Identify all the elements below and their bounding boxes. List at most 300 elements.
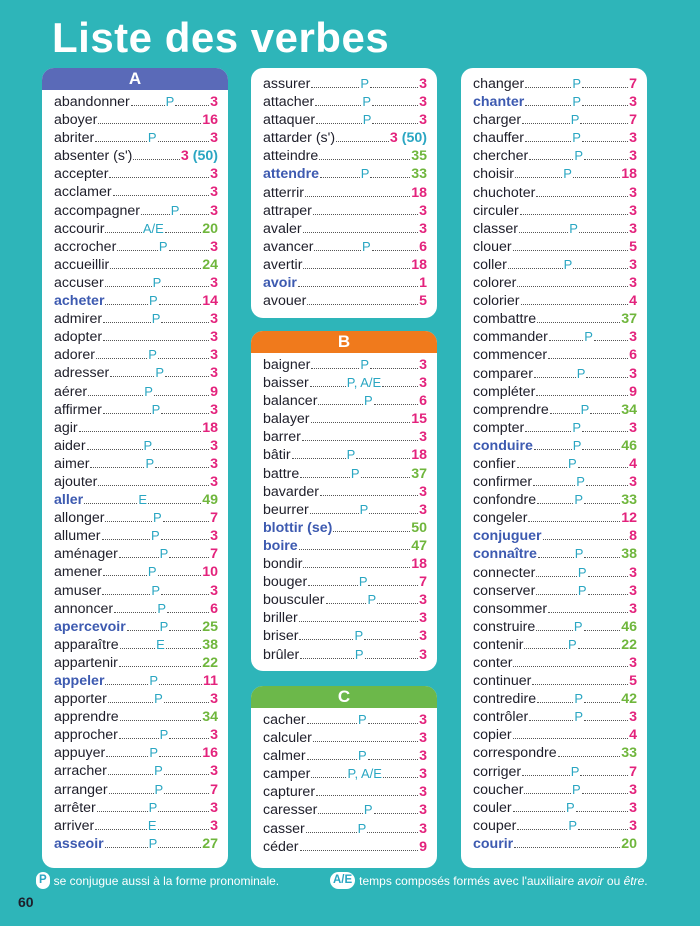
page-title: Liste des verbes — [52, 14, 390, 61]
dot-leader — [372, 105, 418, 106]
legend-pronominal-text: se conjugue aussi à la forme pronominale. — [53, 873, 280, 888]
dot-leader — [158, 141, 210, 142]
verb-row — [54, 257, 218, 275]
verb-row — [54, 293, 218, 311]
verb-label: conserver — [473, 582, 536, 599]
model-number: 6 — [419, 393, 427, 410]
conjugation-marker: P — [145, 455, 155, 471]
dot-leader — [161, 594, 209, 595]
verb-label: camper — [263, 766, 311, 783]
verb-row — [473, 239, 637, 257]
dot-leader — [103, 413, 151, 414]
dot-leader — [113, 195, 210, 196]
dot-leader — [536, 630, 573, 631]
model-number: 3 — [419, 375, 428, 392]
conjugation-marker: P — [572, 76, 582, 91]
dot-leader — [537, 322, 620, 323]
dot-leader — [148, 503, 201, 504]
dot-leader — [548, 358, 628, 359]
verb-row — [473, 546, 637, 564]
verb-label: assurer — [263, 76, 311, 92]
dot-leader — [584, 702, 620, 703]
model-number: 3 — [629, 781, 638, 798]
verb-label: avoir — [263, 275, 297, 292]
dot-leader — [584, 557, 620, 558]
dot-leader — [368, 759, 418, 760]
model-number: 3 — [210, 365, 219, 382]
conjugation-marker: P — [170, 202, 180, 218]
dot-leader — [163, 521, 209, 522]
verb-row — [473, 94, 637, 112]
model-number: 3 — [419, 784, 427, 801]
verb-label: arriver — [54, 817, 95, 834]
verb-row — [54, 221, 218, 239]
model-number: 3 — [419, 76, 427, 92]
dot-leader — [580, 775, 628, 776]
model-number: 3 — [210, 311, 218, 328]
model-number: 7 — [629, 112, 638, 129]
verb-label: contredire — [473, 691, 537, 708]
model-number: 33 — [621, 492, 637, 509]
dot-leader — [372, 123, 418, 124]
model-number: 3 — [210, 727, 219, 744]
dot-leader — [169, 557, 209, 558]
model-number: 20 — [621, 835, 637, 852]
verb-row — [473, 528, 637, 546]
verb-label: chuchoter — [473, 184, 536, 201]
dot-leader — [131, 105, 165, 106]
dot-leader — [159, 304, 202, 305]
dot-leader — [307, 723, 357, 724]
verb-row — [263, 538, 427, 556]
model-number: 3 — [629, 655, 637, 671]
dot-leader — [548, 612, 628, 613]
verb-label: confondre — [473, 492, 537, 509]
verb-row — [263, 166, 427, 184]
dot-leader — [579, 232, 628, 233]
legend-aux-or: ou — [603, 873, 624, 888]
verb-label: colorer — [473, 275, 517, 292]
dot-leader — [307, 304, 418, 305]
dot-leader — [525, 141, 571, 142]
dot-leader — [159, 756, 201, 757]
model-number: 3 — [210, 184, 218, 201]
verb-label: coller — [473, 256, 507, 273]
verb-row — [54, 148, 218, 166]
dot-leader — [109, 177, 209, 178]
verb-label: abriter — [54, 130, 95, 147]
verb-label: accrocher — [54, 238, 117, 255]
conjugation-marker: P — [147, 130, 157, 146]
dot-leader — [141, 214, 170, 215]
panel-a — [42, 68, 228, 868]
dot-leader — [154, 395, 209, 396]
verb-row — [473, 800, 637, 818]
conjugation-marker: P — [363, 393, 373, 409]
dot-leader — [79, 431, 202, 432]
verb-label: colorier — [473, 293, 520, 310]
verb-label: blottir (se) — [263, 519, 333, 536]
legend-auxiliary — [330, 872, 648, 889]
verb-row — [54, 564, 218, 582]
conjugation-marker: P — [569, 220, 578, 236]
dot-leader — [532, 684, 628, 685]
verb-label: bâtir — [263, 447, 291, 464]
conjugation-marker: P — [154, 763, 163, 779]
dot-leader — [582, 105, 628, 106]
verb-row — [54, 94, 218, 112]
model-number: 1 — [419, 275, 427, 292]
dot-leader — [167, 612, 209, 613]
verb-label: attendre — [263, 166, 319, 183]
dot-leader — [102, 594, 150, 595]
model-number: 8 — [629, 528, 637, 545]
dot-leader — [508, 268, 563, 269]
dot-leader — [582, 141, 628, 142]
section-header-c: C — [251, 686, 437, 708]
model-number: 9 — [419, 838, 427, 855]
verb-row — [473, 510, 637, 528]
model-number: 3 — [419, 483, 427, 500]
verb-label: avertir — [263, 256, 303, 273]
verb-row — [473, 221, 637, 239]
verb-label: clouer — [473, 238, 512, 255]
dot-leader — [534, 449, 572, 450]
model-number: 18 — [411, 556, 427, 573]
conjugation-marker: P — [157, 600, 166, 616]
verb-label: amener — [54, 564, 103, 581]
dot-leader — [549, 340, 583, 341]
verb-label: baigner — [263, 357, 311, 373]
verb-row — [263, 610, 427, 628]
model-number: 6 — [419, 238, 428, 255]
verb-row — [473, 438, 637, 456]
verb-row — [473, 655, 637, 673]
legend-aux-prefix: temps composés formés avec l'auxiliaire — [359, 873, 578, 888]
model-number: 3 — [629, 256, 637, 273]
model-number: 3 — [419, 501, 427, 518]
model-number: 7 — [210, 510, 219, 527]
dot-leader — [95, 829, 147, 830]
model-number: 3 — [629, 709, 638, 726]
conjugation-marker: P — [165, 94, 175, 109]
verb-row — [473, 601, 637, 619]
verb-row — [263, 484, 427, 502]
model-number: 12 — [621, 510, 637, 527]
verb-label: combattre — [473, 311, 537, 328]
dot-leader — [106, 756, 148, 757]
dot-leader — [513, 250, 628, 251]
verb-row — [473, 311, 637, 329]
verb-label: appeler — [54, 673, 105, 689]
dot-leader — [165, 232, 201, 233]
conjugation-marker: E — [156, 636, 165, 652]
dot-leader — [105, 304, 148, 305]
verb-row — [54, 474, 218, 492]
conjugation-marker: P — [362, 94, 372, 110]
dot-leader — [299, 549, 411, 550]
verb-row — [263, 275, 427, 293]
conjugation-marker: P — [563, 256, 573, 272]
verb-label: connaître — [473, 546, 537, 563]
verb-label: briller — [263, 610, 298, 627]
dot-leader — [95, 141, 147, 142]
dot-leader — [158, 811, 209, 812]
verb-label: bousculer — [263, 592, 325, 609]
model-number: 6 — [210, 600, 219, 617]
verb-label: compléter — [473, 383, 536, 400]
model-number: 33 — [621, 745, 637, 762]
model-number: 3 — [419, 712, 427, 728]
model-number: 35 — [411, 148, 427, 165]
conjugation-marker: P — [148, 799, 158, 815]
dot-leader — [356, 458, 410, 459]
verb-row — [473, 727, 637, 745]
verb-list-c-continued — [473, 76, 637, 854]
verb-row — [54, 691, 218, 709]
dot-leader — [98, 485, 209, 486]
model-number: 3 — [389, 130, 398, 147]
verb-row — [473, 619, 637, 637]
verb-label: apprendre — [54, 709, 119, 726]
verb-label: beurrer — [263, 501, 309, 518]
verb-row — [54, 818, 218, 836]
conjugation-marker: P — [360, 76, 370, 91]
model-number: 4 — [629, 455, 637, 472]
verb-label: compter — [473, 419, 525, 436]
dot-leader — [102, 539, 150, 540]
conjugation-marker: P — [570, 112, 580, 128]
dot-leader — [586, 485, 628, 486]
verb-label: aider — [54, 437, 86, 454]
verb-list-c — [263, 712, 427, 857]
model-number: 5 — [629, 238, 637, 255]
verb-label: copier — [473, 727, 512, 744]
verb-row — [54, 112, 218, 130]
panel-c-continued — [461, 68, 647, 868]
verb-row — [54, 782, 218, 800]
model-number: 3 — [419, 592, 427, 609]
dot-leader — [303, 268, 410, 269]
verb-label: balancer — [263, 393, 318, 410]
conjugation-marker: P, A/E — [346, 375, 382, 391]
verb-row — [263, 203, 427, 221]
dot-leader — [161, 322, 209, 323]
dot-leader — [320, 177, 360, 178]
verb-label: contenir — [473, 636, 524, 653]
dot-leader — [514, 847, 620, 848]
conjugation-marker: P — [574, 546, 584, 562]
dot-leader — [313, 741, 418, 742]
verb-row — [473, 456, 637, 474]
verb-row — [473, 673, 637, 691]
dot-leader — [590, 413, 620, 414]
verb-row — [54, 709, 218, 727]
dot-leader — [578, 467, 628, 468]
dot-leader — [582, 793, 628, 794]
dot-leader — [299, 639, 353, 640]
conjugation-marker: P — [574, 691, 583, 707]
dot-leader — [108, 702, 153, 703]
dot-leader — [97, 811, 148, 812]
conjugation-marker: P — [574, 492, 583, 508]
verb-row — [54, 763, 218, 781]
model-number: 6 — [629, 347, 637, 364]
dot-leader — [117, 250, 158, 251]
dot-leader — [110, 268, 201, 269]
verb-label: aller — [54, 492, 84, 509]
verb-row — [54, 166, 218, 184]
verb-row — [263, 730, 427, 748]
conjugation-marker: P — [580, 401, 590, 417]
verb-label: calmer — [263, 748, 306, 765]
model-number: 3 — [629, 817, 638, 834]
verb-row — [54, 329, 218, 347]
dot-leader — [370, 368, 418, 369]
model-number: 3 — [629, 474, 638, 491]
verb-label: appartenir — [54, 654, 118, 671]
dot-leader — [519, 232, 568, 233]
verb-label: apercevoir — [54, 618, 126, 635]
dot-leader — [299, 621, 418, 622]
verb-row — [54, 800, 218, 818]
dot-leader — [109, 793, 154, 794]
verb-row — [473, 329, 637, 347]
model-number: 15 — [411, 411, 427, 428]
verb-label: arranger — [54, 781, 108, 798]
dot-leader — [515, 177, 562, 178]
dot-leader — [538, 557, 574, 558]
model-number: 37 — [411, 465, 428, 482]
dot-leader — [110, 376, 154, 377]
model-number: 18 — [411, 256, 427, 273]
verb-row — [263, 257, 427, 275]
verb-row — [54, 727, 218, 745]
conjugation-marker: P — [577, 582, 587, 598]
verb-label: battre — [263, 465, 300, 482]
verb-label: accueillir — [54, 256, 110, 273]
dot-leader — [374, 404, 419, 405]
model-number: 3 — [210, 437, 218, 454]
verb-row — [54, 239, 218, 257]
verb-row — [263, 520, 427, 538]
conjugation-marker: P — [346, 447, 356, 463]
verb-label: appuyer — [54, 745, 106, 762]
conjugation-marker: P — [147, 564, 157, 580]
model-number: 7 — [629, 763, 637, 780]
verb-row — [54, 673, 218, 691]
dot-leader — [364, 639, 418, 640]
section-header-a: A — [42, 68, 228, 90]
dot-leader — [162, 286, 209, 287]
dot-leader — [105, 684, 148, 685]
verb-label: adopter — [54, 329, 103, 346]
model-number: 27 — [202, 835, 218, 852]
conjugation-marker: P — [148, 347, 157, 363]
dot-leader — [105, 286, 152, 287]
dot-leader — [528, 521, 620, 522]
verb-row — [263, 411, 427, 429]
dot-leader — [578, 648, 621, 649]
dot-leader — [302, 440, 418, 441]
verb-label: arrêter — [54, 799, 96, 816]
conjugation-marker: P — [572, 130, 581, 146]
conjugation-marker: P — [358, 748, 367, 764]
dot-leader — [127, 630, 159, 631]
model-number: 3 — [210, 473, 218, 490]
verb-row — [54, 637, 218, 655]
model-number: 3 — [629, 220, 638, 237]
verb-row — [263, 628, 427, 646]
page-number: 60 — [18, 894, 34, 910]
verb-label: congeler — [473, 510, 528, 527]
dot-leader — [582, 87, 628, 88]
model-number: 3 — [629, 275, 637, 292]
verb-row — [473, 420, 637, 438]
verb-row — [473, 384, 637, 402]
dot-leader — [114, 612, 156, 613]
model-number: 20 — [202, 220, 218, 237]
dot-leader — [310, 386, 346, 387]
conjugation-marker: P — [152, 510, 162, 526]
dot-leader — [529, 159, 573, 160]
verb-label: connecter — [473, 564, 536, 581]
model-number: 3 — [210, 166, 218, 183]
dot-leader — [311, 368, 359, 369]
verb-row — [473, 709, 637, 727]
verb-label: avancer — [263, 238, 314, 255]
dot-leader — [314, 250, 360, 251]
verb-row — [263, 447, 427, 465]
verb-label: baisser — [263, 375, 309, 392]
model-number: 3 — [210, 347, 219, 364]
legend-pronominal — [36, 872, 279, 889]
verb-row — [263, 130, 427, 148]
verb-label: balayer — [263, 411, 310, 428]
dot-leader — [517, 467, 567, 468]
verb-row — [473, 836, 637, 854]
verb-label: aérer — [54, 383, 88, 400]
conjugation-marker: P — [151, 311, 161, 327]
dot-leader — [536, 196, 628, 197]
verb-label: conter — [473, 655, 513, 671]
dot-leader — [315, 105, 361, 106]
model-number: 18 — [411, 447, 427, 464]
model-number: 4 — [629, 727, 637, 744]
dot-leader — [105, 847, 148, 848]
conjugation-marker: P — [148, 835, 158, 851]
verb-list-b — [263, 357, 427, 665]
model-number: 3 — [419, 766, 428, 783]
conjugation-marker: P — [149, 673, 159, 688]
dot-leader — [383, 777, 418, 778]
dot-leader — [318, 813, 363, 814]
model-number: 3 — [629, 564, 637, 581]
verb-row — [473, 782, 637, 800]
verb-label: briser — [263, 628, 299, 645]
dot-leader — [318, 404, 363, 405]
dot-leader — [316, 795, 418, 796]
verb-row — [473, 366, 637, 384]
verb-label: couler — [473, 799, 512, 816]
conjugation-marker: P — [568, 455, 577, 471]
model-number: 7 — [210, 781, 219, 798]
verb-row — [473, 76, 637, 94]
verb-row — [263, 647, 427, 665]
dot-leader — [584, 630, 621, 631]
dot-leader — [90, 467, 144, 468]
verb-row — [473, 691, 637, 709]
